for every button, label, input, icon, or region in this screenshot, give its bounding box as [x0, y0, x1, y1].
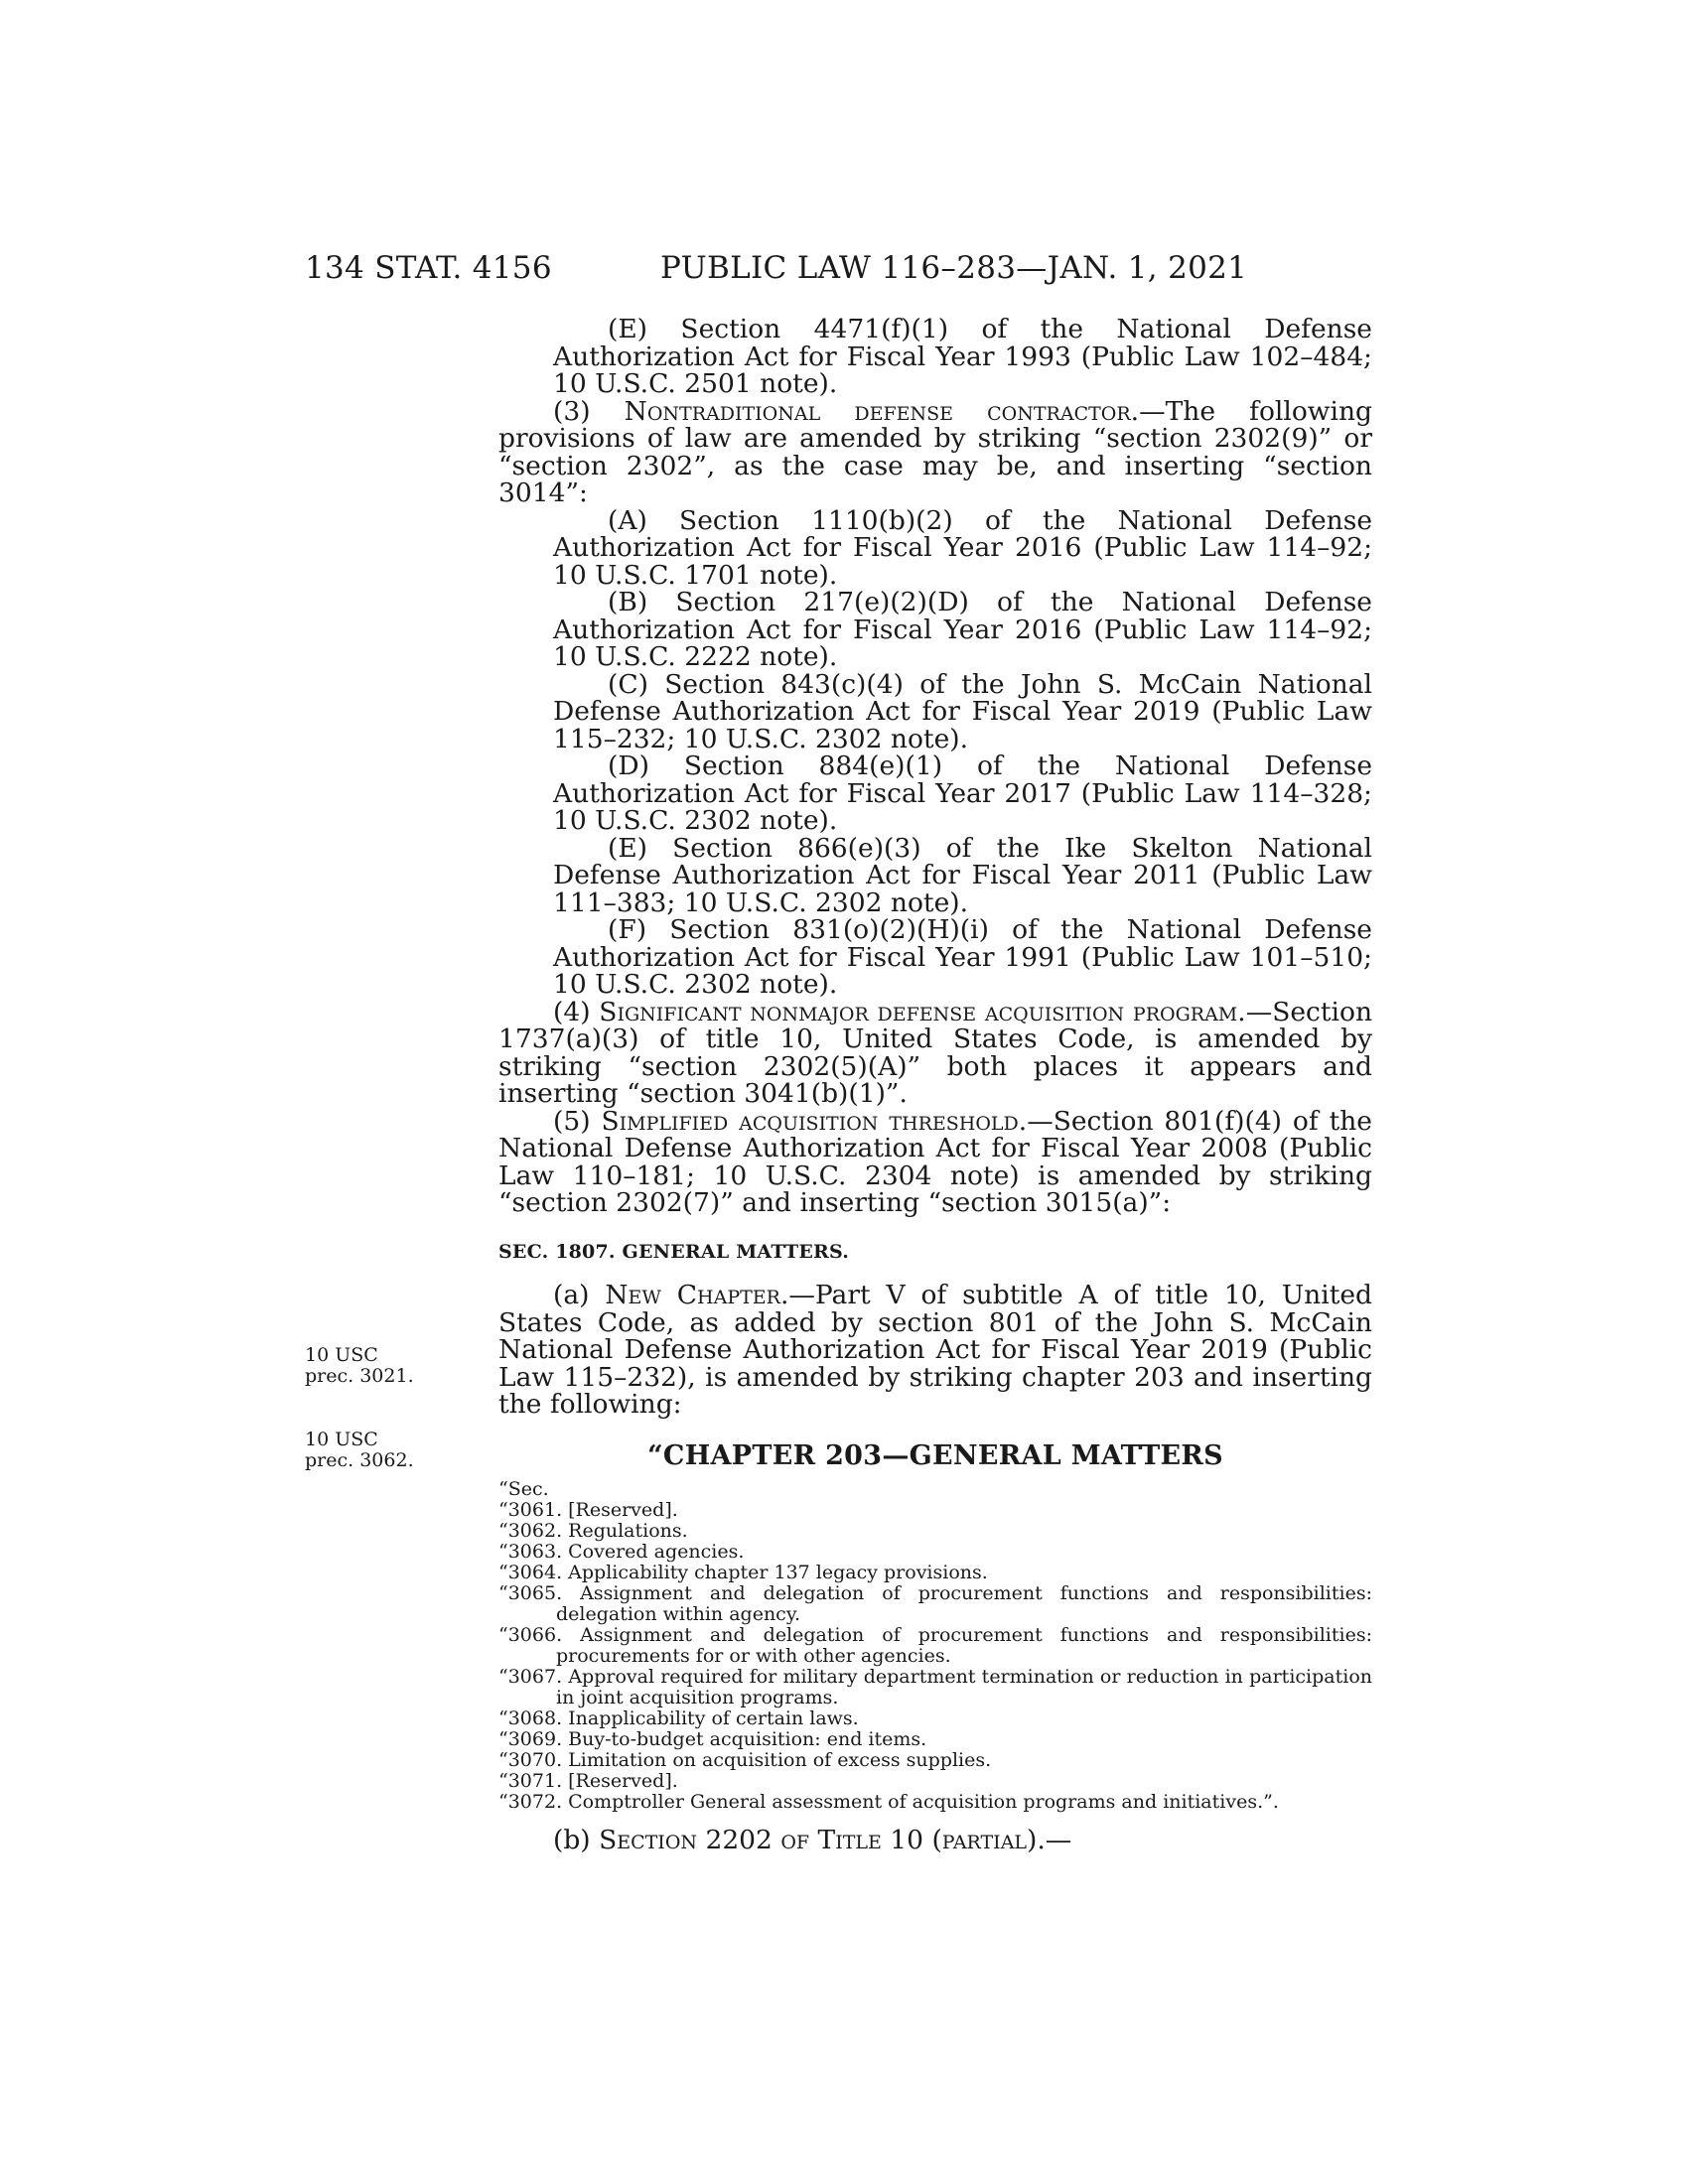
paragraph: (E) Section 866(e)(3) of the Ike Skelton National Defense Authorization Act for Fiscal Year 2011 (Public Law 111–383; 10 U.S.C. 2302 note). [553, 832, 1372, 918]
toc-label: “Sec. [498, 1478, 549, 1500]
paragraph: (E) Section 4471(f)(1) of the National Defense Authorization Act for Fiscal Year 1993 (Public Law 102–484; 10 U.S.C. 2501 note). [553, 314, 1372, 399]
paragraph: (A) Section 1110(b)(2) of the National Defense Authorization Act for Fiscal Year 2016 (Public Law 114–92; 10 U.S.C. 1701 note). [553, 504, 1372, 591]
para-heading-part: Title [817, 1825, 882, 1855]
paragraph: (F) Section 831(o)(2)(H)(i) of the National Defense Authorization Act for Fiscal Year 1991 (Public Law 101–510; 10 U.S.C. 2302 note). [553, 914, 1372, 1000]
paragraph [498, 1282, 1372, 1419]
toc-item: “3061. [Reserved]. [498, 1499, 678, 1521]
para-number: (3) [553, 395, 625, 427]
para-heading-part: 2202 [697, 1825, 781, 1855]
document-body [498, 316, 1372, 1854]
toc-item: “3068. Inapplicability of certain laws. [498, 1707, 859, 1729]
margin-note-prec-3062: 10 USC prec. 3062. [305, 1429, 414, 1471]
paragraph: (D) Section 884(e)(1) of the National Defense Authorization Act for Fiscal Year 2017 (Public Law 114–328; 10 U.S.C. 2302 note). [553, 751, 1372, 836]
toc-item: “3064. Applicability chapter 137 legacy provisions. [498, 1562, 988, 1583]
page-stat-reference: 134 STAT. 4156 [305, 250, 552, 286]
table-of-sections [498, 1479, 1372, 1813]
para-number: (a) [553, 1280, 606, 1310]
para-heading: Simplified acquisition threshold [601, 1105, 1019, 1137]
paragraph [498, 1105, 1372, 1218]
margin-note-prec-3021: 10 USC prec. 3021. [305, 1344, 414, 1387]
para-heading-part: partial [941, 1825, 1028, 1855]
para-text: .—Section 1737(a)(3) of title 10, United States Code, is amended by striking “section 2302(5)(A)” both places it appears and inserting “section 3041(b)(1)”. [498, 996, 1373, 1109]
para-text: .—The following provisions of law are amended by striking “section 2302(9)” or “section 2302”, as the case may be, and inserting “section 3014”: [498, 395, 1372, 508]
para-heading-part: of [780, 1825, 810, 1855]
paragraph: (C) Section 843(c)(4) of the John S. McCain National Defense Authorization Act for Fiscal Year 2019 (Public Law 115–232; 10 U.S.C. 2302 note). [553, 668, 1372, 754]
toc-item: “3072. Comptroller General assessment of acquisition programs and initiatives.”. [498, 1791, 1279, 1813]
para-heading: Nontraditional defense contractor [624, 395, 1131, 427]
chapter-heading: “CHAPTER 203—GENERAL MATTERS [647, 1439, 1223, 1471]
toc-item: “3063. Covered agencies. [498, 1541, 745, 1563]
para-heading-part: ).— [1027, 1825, 1072, 1855]
para-number: (4) [553, 996, 600, 1027]
toc-item: “3071. [Reserved]. [498, 1770, 678, 1792]
para-heading: New Chapter [605, 1280, 780, 1310]
para-heading-part [809, 1825, 817, 1855]
page-running-head: PUBLIC LAW 116–283—JAN. 1, 2021 [660, 250, 1248, 286]
paragraph [498, 395, 1372, 508]
para-text: .—Section 801(f)(4) of the National Defense Authorization Act for Fiscal Year 2008 (Public Law 110–181; 10 U.S.C. 2304 note) is amended by striking “section 2302(7)” and inserting “section 3015(a)”: [498, 1105, 1372, 1218]
section-heading: SEC. 1807. GENERAL MATTERS. [498, 1240, 850, 1263]
para-text: .—Part V of subtitle A of title 10, United States Code, as added by section 801 of the John S. McCain National Defense Authorization Act for Fiscal Year 2019 (Public Law 115–232), is amended by striking chapter 203 and inserting the following: [498, 1280, 1372, 1420]
toc-item: “3070. Limitation on acquisition of excess supplies. [498, 1749, 992, 1771]
toc-item: “3062. Regulations. [498, 1520, 688, 1542]
para-heading: Significant nonmajor defense acquisition program [599, 996, 1238, 1027]
para-number: (5) [553, 1105, 602, 1137]
toc-item: “3067. Approval required for military department termination or reduction in participation in joint acquisition programs. [498, 1666, 1372, 1708]
para-heading-part: 10 ( [881, 1825, 942, 1855]
toc-item: “3069. Buy-to-budget acquisition: end items. [498, 1728, 927, 1750]
paragraph [498, 1827, 1372, 1854]
toc-item: “3066. Assignment and delegation of procurement functions and responsibilities: procurements for or with other agencies. [498, 1624, 1372, 1667]
paragraph [498, 996, 1373, 1109]
para-number: (b) [553, 1825, 600, 1855]
toc-item: “3065. Assignment and delegation of procurement functions and responsibilities: delegation within agency. [498, 1582, 1372, 1625]
paragraph: (B) Section 217(e)(2)(D) of the National Defense Authorization Act for Fiscal Year 2016 (Public Law 114–92; 10 U.S.C. 2222 note). [553, 587, 1372, 672]
para-heading-part: Section [599, 1825, 698, 1855]
